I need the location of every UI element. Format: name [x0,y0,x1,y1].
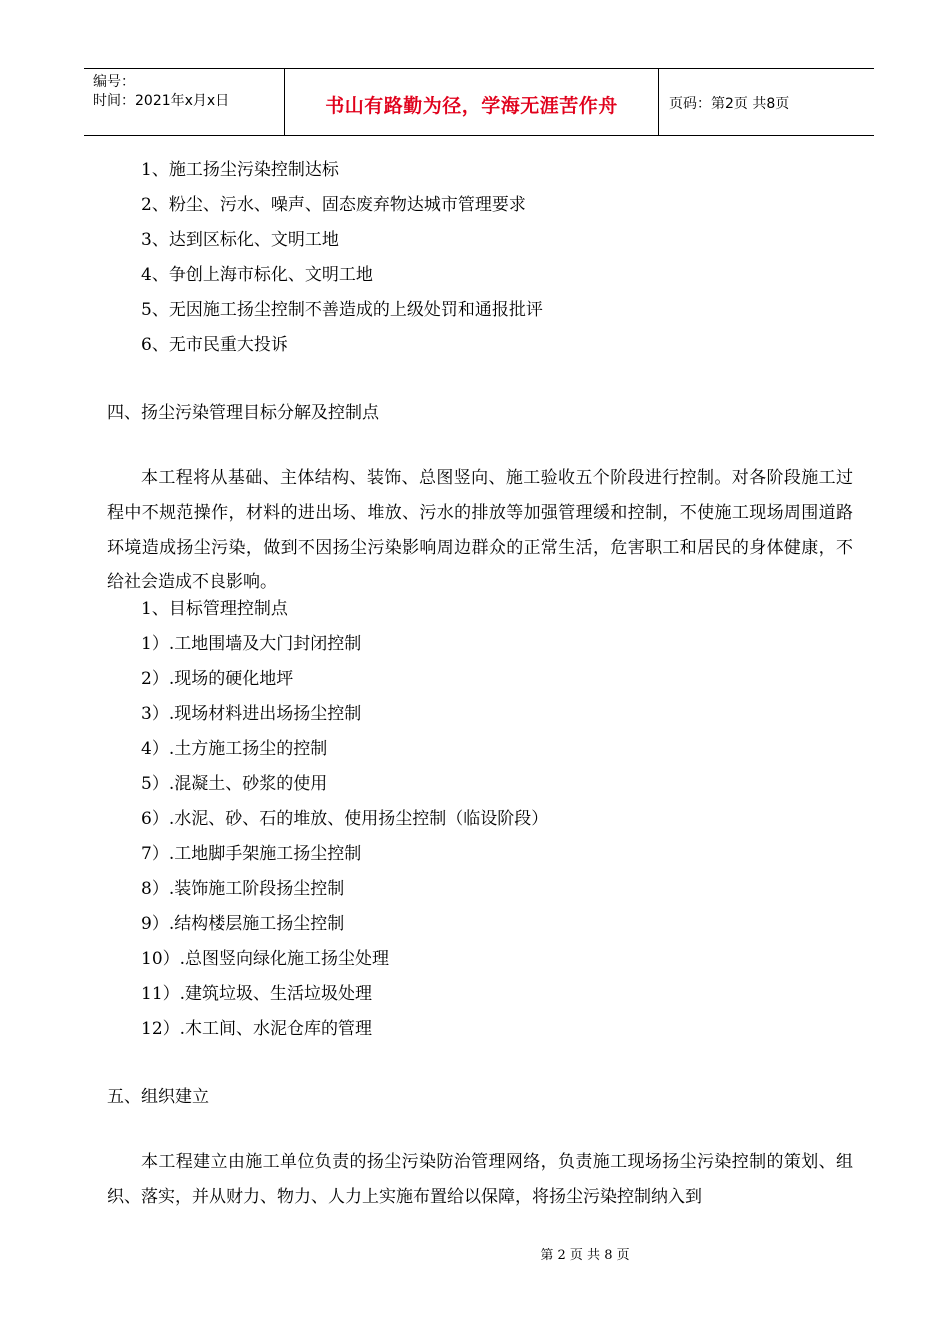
header-time: 时间：2021年x月x日 [93,93,230,109]
section-heading: 四、扬尘污染管理目标分解及控制点 [107,403,379,423]
target-item: 3、达到区标化、文明工地 [141,230,339,250]
control-point-item: 4）.土方施工扬尘的控制 [141,739,328,759]
page-footer: 第 2 页 共 8 页 [540,1248,630,1263]
target-item: 4、争创上海市标化、文明工地 [141,265,373,285]
control-point-item: 5）.混凝土、砂浆的使用 [141,774,328,794]
target-item: 2、粉尘、污水、噪声、固态废弃物达城市管理要求 [141,195,526,215]
page-header [84,68,874,136]
header-page-info: 页码：第2页 共8页 [669,96,790,112]
control-point-item: 1）.工地围墙及大门封闭控制 [141,634,362,654]
header-meta [84,69,285,135]
body-paragraph: 本工程将从基础、主体结构、装饰、总图竖向、施工验收五个阶段进行控制。对各阶段施工过程中不规范操作，材料的进出场、堆放、污水的排放等加强管理缓和控制，不使施工现场周围道路环境造成扬尘污染，做到不因扬尘污染影响周边群众的正常生活，危害职工和居民的身体健康，不给社会造成不良影响。 [107,468,853,593]
target-item: 6、无市民重大投诉 [141,335,288,355]
control-point-item: 3）.现场材料进出场扬尘控制 [141,704,362,724]
target-item: 1、施工扬尘污染控制达标 [141,160,339,180]
subsection-heading: 1、目标管理控制点 [141,599,288,619]
body-paragraph: 本工程建立由施工单位负责的扬尘污染防治管理网络，负责施工现场扬尘污染控制的策划、组织、落实，并从财力、物力、人力上实施布置给以保障，将扬尘污染控制纳入到 [107,1152,853,1207]
control-point-item: 9）.结构楼层施工扬尘控制 [141,914,345,934]
control-point-item: 11）.建筑垃圾、生活垃圾处理 [141,984,373,1004]
header-number: 编号： [93,74,135,90]
control-point-item: 12）.木工间、水泥仓库的管理 [141,1019,373,1039]
control-point-item: 8）.装饰施工阶段扬尘控制 [141,879,345,899]
control-point-item: 2）.现场的硬化地坪 [141,669,294,689]
target-item: 5、无因施工扬尘控制不善造成的上级处罚和通报批评 [141,300,543,320]
section-heading: 五、组织建立 [107,1087,209,1107]
control-point-item: 6）.水泥、砂、石的堆放、使用扬尘控制（临设阶段） [141,809,549,829]
control-point-item: 10）.总图竖向绿化施工扬尘处理 [141,949,390,969]
control-point-item: 7）.工地脚手架施工扬尘控制 [141,844,362,864]
header-motto: 书山有路勤为径，学海无涯苦作舟 [285,69,659,135]
